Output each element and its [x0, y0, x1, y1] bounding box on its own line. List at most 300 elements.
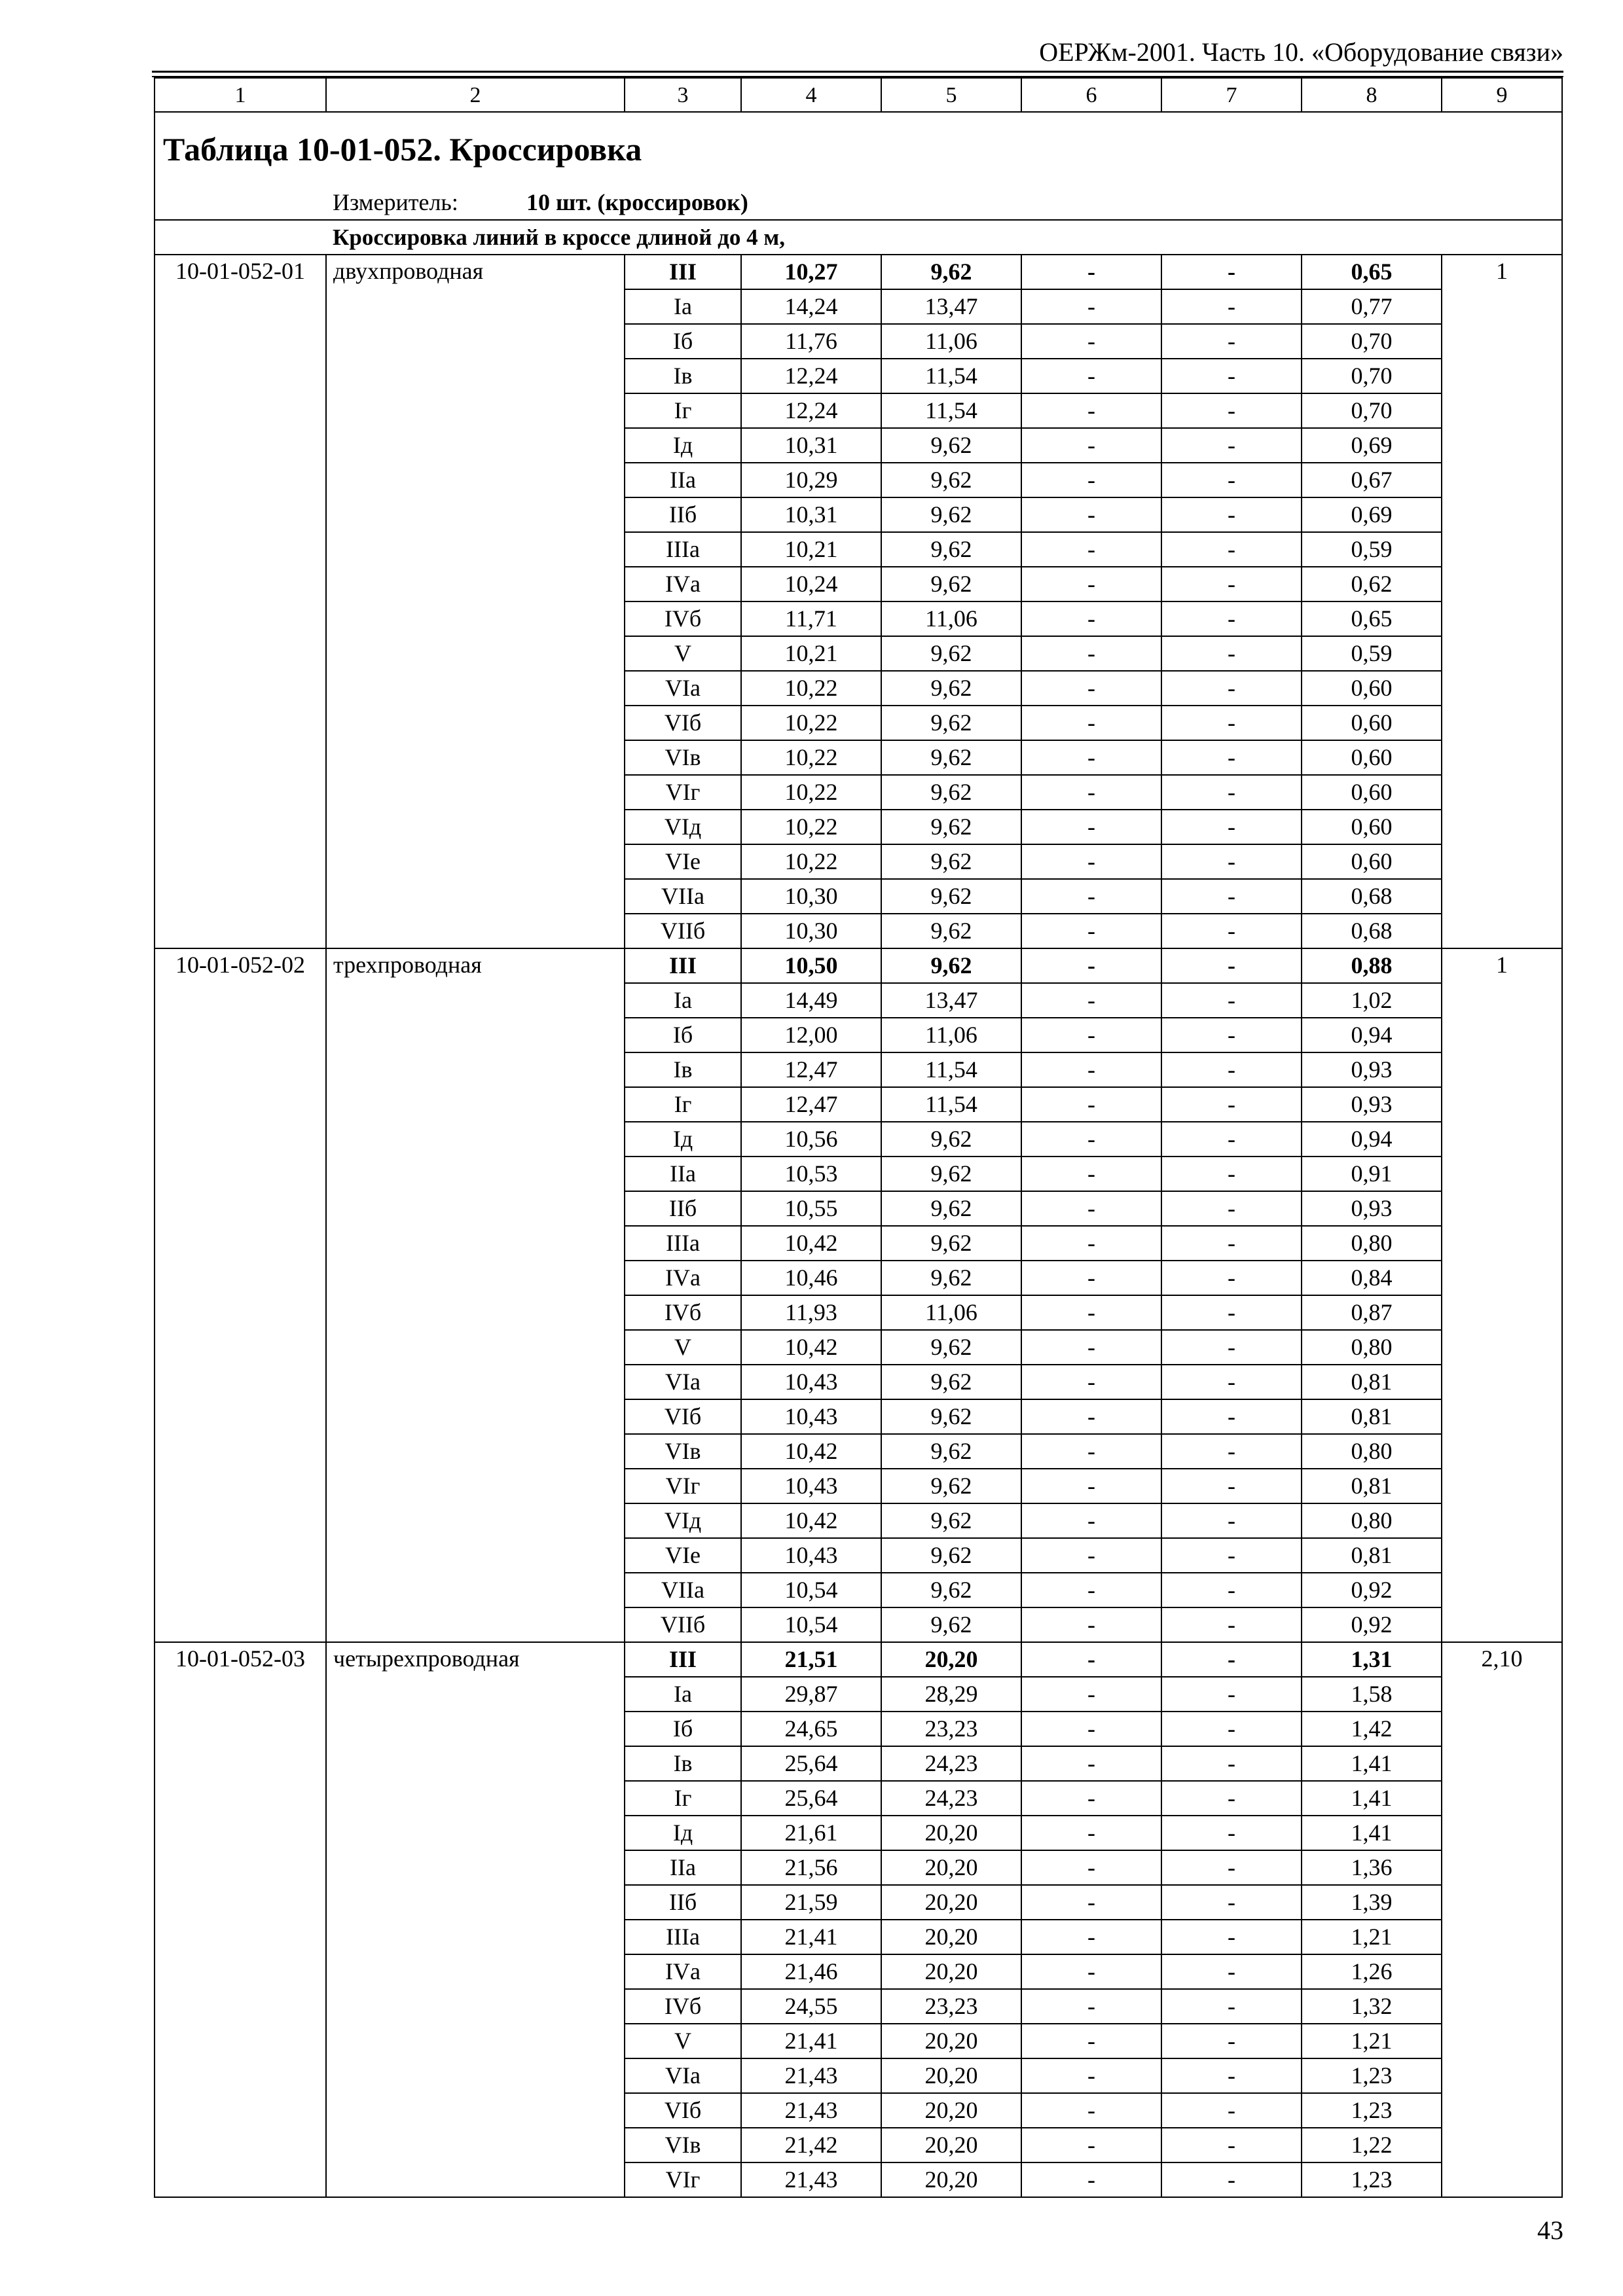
- cost-wages-cell: 9,62: [881, 1399, 1021, 1434]
- cost-wages-cell: 11,54: [881, 1087, 1021, 1122]
- zone-cell: IVа: [625, 1261, 741, 1295]
- zone-cell: VIIб: [625, 914, 741, 948]
- cost-machines-cell: -: [1021, 1954, 1161, 1989]
- table-row: [155, 255, 1562, 289]
- zone-cell: VIIа: [625, 1573, 741, 1607]
- cost-total-cell: 10,29: [741, 463, 881, 497]
- cost-wages-cell: 20,20: [881, 1885, 1021, 1920]
- cost-materials-cell: 0,84: [1302, 1261, 1442, 1295]
- cost-wages-cell: 9,62: [881, 1157, 1021, 1191]
- cost-wages-cell: 11,06: [881, 1295, 1021, 1330]
- cost-wages-cell: 9,62: [881, 671, 1021, 706]
- cost-machines-cell: -: [1021, 671, 1161, 706]
- cost-wages-cell: 9,62: [881, 1191, 1021, 1226]
- cost-operator-cell: -: [1161, 740, 1302, 775]
- cost-machines-cell: -: [1021, 1816, 1161, 1850]
- cost-machines-cell: -: [1021, 2058, 1161, 2093]
- zone-cell: Iа: [625, 289, 741, 324]
- cost-total-cell: 11,71: [741, 601, 881, 636]
- cost-materials-cell: 0,60: [1302, 671, 1442, 706]
- cost-materials-cell: 0,68: [1302, 879, 1442, 914]
- cost-machines-cell: -: [1021, 1885, 1161, 1920]
- zone-cell: VIе: [625, 844, 741, 879]
- cost-wages-cell: 13,47: [881, 983, 1021, 1018]
- zone-cell: IVа: [625, 1954, 741, 1989]
- cost-total-cell: 10,22: [741, 810, 881, 844]
- cost-wages-cell: 24,23: [881, 1746, 1021, 1781]
- cost-materials-cell: 1,42: [1302, 1712, 1442, 1746]
- cost-total-cell: 10,22: [741, 740, 881, 775]
- header-rule: [152, 71, 1563, 73]
- cost-total-cell: 10,21: [741, 532, 881, 567]
- cost-wages-cell: 9,62: [881, 810, 1021, 844]
- cost-materials-cell: 0,88: [1302, 948, 1442, 983]
- cost-total-cell: 11,93: [741, 1295, 881, 1330]
- cost-wages-cell: 9,62: [881, 1122, 1021, 1157]
- zone-cell: V: [625, 1330, 741, 1365]
- cost-machines-cell: -: [1021, 255, 1161, 289]
- cost-machines-cell: -: [1021, 948, 1161, 983]
- zone-cell: Iб: [625, 1712, 741, 1746]
- cost-materials-cell: 0,60: [1302, 775, 1442, 810]
- rate-code: 10-01-052-03: [155, 1642, 326, 2197]
- cost-total-cell: 21,56: [741, 1850, 881, 1885]
- cost-total-cell: 10,43: [741, 1538, 881, 1573]
- cost-operator-cell: -: [1161, 359, 1302, 393]
- cost-machines-cell: -: [1021, 1538, 1161, 1573]
- column-number: 6: [1021, 78, 1161, 112]
- cost-materials-cell: 1,39: [1302, 1885, 1442, 1920]
- cost-materials-cell: 1,23: [1302, 2058, 1442, 2093]
- cost-wages-cell: 11,54: [881, 393, 1021, 428]
- cost-operator-cell: -: [1161, 983, 1302, 1018]
- cost-operator-cell: -: [1161, 1330, 1302, 1365]
- cost-operator-cell: -: [1161, 393, 1302, 428]
- cost-wages-cell: 9,62: [881, 775, 1021, 810]
- cost-total-cell: 10,43: [741, 1365, 881, 1399]
- cost-materials-cell: 0,67: [1302, 463, 1442, 497]
- cost-machines-cell: -: [1021, 1191, 1161, 1226]
- cost-operator-cell: -: [1161, 1087, 1302, 1122]
- cost-operator-cell: -: [1161, 1642, 1302, 1677]
- cost-total-cell: 21,61: [741, 1816, 881, 1850]
- zone-cell: IIа: [625, 463, 741, 497]
- cost-operator-cell: -: [1161, 1434, 1302, 1469]
- cost-materials-cell: 1,26: [1302, 1954, 1442, 1989]
- cost-materials-cell: 0,69: [1302, 497, 1442, 532]
- zone-cell: V: [625, 636, 741, 671]
- cost-wages-cell: 28,29: [881, 1677, 1021, 1712]
- cost-total-cell: 12,47: [741, 1087, 881, 1122]
- cost-operator-cell: -: [1161, 2093, 1302, 2128]
- cost-wages-cell: 9,62: [881, 1226, 1021, 1261]
- cost-machines-cell: -: [1021, 1746, 1161, 1781]
- cost-machines-cell: -: [1021, 1850, 1161, 1885]
- cost-wages-cell: 11,54: [881, 1052, 1021, 1087]
- cost-materials-cell: 0,60: [1302, 844, 1442, 879]
- cost-operator-cell: -: [1161, 1607, 1302, 1642]
- cost-machines-cell: -: [1021, 879, 1161, 914]
- meter-spacer: [155, 186, 326, 220]
- cost-machines-cell: -: [1021, 1399, 1161, 1434]
- cost-wages-cell: 9,62: [881, 255, 1021, 289]
- cost-operator-cell: -: [1161, 810, 1302, 844]
- cost-machines-cell: -: [1021, 1469, 1161, 1503]
- zone-cell: III: [625, 948, 741, 983]
- cost-operator-cell: -: [1161, 1157, 1302, 1191]
- cost-machines-cell: -: [1021, 1226, 1161, 1261]
- cost-total-cell: 21,43: [741, 2093, 881, 2128]
- zone-cell: IIIа: [625, 532, 741, 567]
- zone-cell: VIд: [625, 810, 741, 844]
- cost-machines-cell: -: [1021, 844, 1161, 879]
- cost-total-cell: 12,24: [741, 359, 881, 393]
- zone-cell: Iв: [625, 359, 741, 393]
- zone-cell: IVб: [625, 601, 741, 636]
- cost-operator-cell: -: [1161, 1954, 1302, 1989]
- work-name: четырехпроводная: [326, 1642, 625, 2197]
- cost-operator-cell: -: [1161, 463, 1302, 497]
- cost-materials-cell: 0,92: [1302, 1573, 1442, 1607]
- meter-cell: [326, 186, 1562, 220]
- cost-materials-cell: 1,02: [1302, 983, 1442, 1018]
- cost-machines-cell: -: [1021, 1781, 1161, 1816]
- column-number: 4: [741, 78, 881, 112]
- cost-total-cell: 10,22: [741, 671, 881, 706]
- zone-cell: VIв: [625, 1434, 741, 1469]
- cost-wages-cell: 9,62: [881, 948, 1021, 983]
- cost-wages-cell: 9,62: [881, 879, 1021, 914]
- zone-cell: Iб: [625, 1018, 741, 1052]
- zone-cell: VIв: [625, 740, 741, 775]
- cost-wages-cell: 9,62: [881, 1538, 1021, 1573]
- meter-label: Измеритель:: [333, 189, 458, 215]
- cost-materials-cell: 1,32: [1302, 1989, 1442, 2024]
- cost-total-cell: 21,43: [741, 2162, 881, 2197]
- cost-operator-cell: -: [1161, 289, 1302, 324]
- cost-total-cell: 10,54: [741, 1607, 881, 1642]
- section-spacer: [155, 220, 326, 255]
- cost-machines-cell: -: [1021, 1087, 1161, 1122]
- zone-cell: VIд: [625, 1503, 741, 1538]
- cost-machines-cell: -: [1021, 2128, 1161, 2162]
- column-number: 3: [625, 78, 741, 112]
- coefficient-cell: 2,10: [1442, 1642, 1562, 2197]
- cost-total-cell: 10,31: [741, 497, 881, 532]
- cost-operator-cell: -: [1161, 914, 1302, 948]
- zone-cell: Iа: [625, 1677, 741, 1712]
- zone-cell: Iг: [625, 393, 741, 428]
- zone-cell: VIб: [625, 2093, 741, 2128]
- cost-total-cell: 10,30: [741, 879, 881, 914]
- cost-machines-cell: -: [1021, 393, 1161, 428]
- cost-materials-cell: 0,93: [1302, 1052, 1442, 1087]
- cost-operator-cell: -: [1161, 2024, 1302, 2058]
- cost-wages-cell: 9,62: [881, 567, 1021, 601]
- zone-cell: IIIа: [625, 1226, 741, 1261]
- zone-cell: Iб: [625, 324, 741, 359]
- cost-machines-cell: -: [1021, 1607, 1161, 1642]
- cost-wages-cell: 9,62: [881, 636, 1021, 671]
- cost-machines-cell: -: [1021, 2093, 1161, 2128]
- cost-operator-cell: -: [1161, 1469, 1302, 1503]
- cost-machines-cell: -: [1021, 1503, 1161, 1538]
- cost-machines-cell: -: [1021, 1052, 1161, 1087]
- cost-materials-cell: 0,94: [1302, 1122, 1442, 1157]
- cost-wages-cell: 24,23: [881, 1781, 1021, 1816]
- column-number-row: [155, 78, 1562, 112]
- cost-machines-cell: -: [1021, 1018, 1161, 1052]
- cost-materials-cell: 0,80: [1302, 1330, 1442, 1365]
- cost-machines-cell: -: [1021, 1261, 1161, 1295]
- coefficient-cell: 1: [1442, 255, 1562, 948]
- cost-total-cell: 14,49: [741, 983, 881, 1018]
- zone-cell: VIIб: [625, 1607, 741, 1642]
- cost-wages-cell: 9,62: [881, 844, 1021, 879]
- cost-operator-cell: -: [1161, 1885, 1302, 1920]
- cost-wages-cell: 11,06: [881, 324, 1021, 359]
- zone-cell: Iг: [625, 1781, 741, 1816]
- cost-machines-cell: -: [1021, 2024, 1161, 2058]
- cost-operator-cell: -: [1161, 1191, 1302, 1226]
- cost-total-cell: 24,65: [741, 1712, 881, 1746]
- cost-total-cell: 29,87: [741, 1677, 881, 1712]
- cost-total-cell: 21,42: [741, 2128, 881, 2162]
- cost-operator-cell: -: [1161, 1989, 1302, 2024]
- table-body: [155, 78, 1562, 2197]
- zone-cell: III: [625, 255, 741, 289]
- cost-machines-cell: -: [1021, 1677, 1161, 1712]
- cost-wages-cell: 20,20: [881, 2128, 1021, 2162]
- cost-total-cell: 10,42: [741, 1434, 881, 1469]
- cost-operator-cell: -: [1161, 1399, 1302, 1434]
- cost-total-cell: 21,41: [741, 1920, 881, 1954]
- cost-materials-cell: 0,68: [1302, 914, 1442, 948]
- cost-wages-cell: 23,23: [881, 1712, 1021, 1746]
- cost-operator-cell: -: [1161, 2058, 1302, 2093]
- zone-cell: VIа: [625, 2058, 741, 2093]
- cost-total-cell: 10,50: [741, 948, 881, 983]
- zone-cell: V: [625, 2024, 741, 2058]
- cost-operator-cell: -: [1161, 2162, 1302, 2197]
- table-title: Таблица 10-01-052. Кроссировка: [155, 112, 1562, 186]
- section-row: [155, 220, 1562, 255]
- cost-materials-cell: 0,80: [1302, 1503, 1442, 1538]
- cost-operator-cell: -: [1161, 1781, 1302, 1816]
- cost-wages-cell: 20,20: [881, 2162, 1021, 2197]
- column-number: 7: [1161, 78, 1302, 112]
- cost-wages-cell: 13,47: [881, 289, 1021, 324]
- cost-materials-cell: 0,87: [1302, 1295, 1442, 1330]
- zone-cell: Iд: [625, 428, 741, 463]
- cost-machines-cell: -: [1021, 983, 1161, 1018]
- cost-operator-cell: -: [1161, 1816, 1302, 1850]
- cost-total-cell: 21,41: [741, 2024, 881, 2058]
- rate-code: 10-01-052-01: [155, 255, 326, 948]
- cost-wages-cell: 9,62: [881, 1365, 1021, 1399]
- cost-materials-cell: 0,81: [1302, 1538, 1442, 1573]
- cost-machines-cell: -: [1021, 463, 1161, 497]
- cost-materials-cell: 1,31: [1302, 1642, 1442, 1677]
- cost-total-cell: 10,42: [741, 1503, 881, 1538]
- table-row: [155, 1642, 1562, 1677]
- cost-materials-cell: 1,22: [1302, 2128, 1442, 2162]
- zone-cell: VIб: [625, 706, 741, 740]
- cost-operator-cell: -: [1161, 1261, 1302, 1295]
- cost-total-cell: 10,22: [741, 844, 881, 879]
- zone-cell: IIа: [625, 1850, 741, 1885]
- cost-total-cell: 10,30: [741, 914, 881, 948]
- zone-cell: VIIа: [625, 879, 741, 914]
- zone-cell: Iг: [625, 1087, 741, 1122]
- cost-total-cell: 21,43: [741, 2058, 881, 2093]
- cost-operator-cell: -: [1161, 1503, 1302, 1538]
- cost-materials-cell: 1,36: [1302, 1850, 1442, 1885]
- cost-total-cell: 25,64: [741, 1781, 881, 1816]
- cost-total-cell: 10,22: [741, 775, 881, 810]
- zone-cell: VIе: [625, 1538, 741, 1573]
- cost-operator-cell: -: [1161, 775, 1302, 810]
- zone-cell: Iв: [625, 1746, 741, 1781]
- zone-cell: IIа: [625, 1157, 741, 1191]
- cost-total-cell: 10,22: [741, 706, 881, 740]
- cost-wages-cell: 9,62: [881, 1573, 1021, 1607]
- work-name: двухпроводная: [326, 255, 625, 948]
- cost-machines-cell: -: [1021, 1989, 1161, 2024]
- cost-operator-cell: -: [1161, 428, 1302, 463]
- cost-materials-cell: 0,80: [1302, 1434, 1442, 1469]
- cost-machines-cell: -: [1021, 1434, 1161, 1469]
- column-number: 9: [1442, 78, 1562, 112]
- cost-materials-cell: 1,58: [1302, 1677, 1442, 1712]
- column-number: 1: [155, 78, 326, 112]
- cost-machines-cell: -: [1021, 1573, 1161, 1607]
- cost-materials-cell: 0,69: [1302, 428, 1442, 463]
- cost-operator-cell: -: [1161, 844, 1302, 879]
- cost-total-cell: 11,76: [741, 324, 881, 359]
- cost-operator-cell: -: [1161, 1226, 1302, 1261]
- cost-materials-cell: 0,93: [1302, 1087, 1442, 1122]
- cost-materials-cell: 1,41: [1302, 1781, 1442, 1816]
- cost-materials-cell: 0,81: [1302, 1365, 1442, 1399]
- cost-machines-cell: -: [1021, 775, 1161, 810]
- cost-wages-cell: 9,62: [881, 1607, 1021, 1642]
- coefficient-cell: 1: [1442, 948, 1562, 1642]
- cost-materials-cell: 0,60: [1302, 740, 1442, 775]
- cost-materials-cell: 0,81: [1302, 1469, 1442, 1503]
- cost-materials-cell: 0,77: [1302, 289, 1442, 324]
- cost-total-cell: 25,64: [741, 1746, 881, 1781]
- cost-machines-cell: -: [1021, 532, 1161, 567]
- zone-cell: IVб: [625, 1989, 741, 2024]
- cost-materials-cell: 0,60: [1302, 810, 1442, 844]
- cost-wages-cell: 9,62: [881, 1330, 1021, 1365]
- cost-operator-cell: -: [1161, 636, 1302, 671]
- cost-machines-cell: -: [1021, 1365, 1161, 1399]
- work-name: трехпроводная: [326, 948, 625, 1642]
- cost-total-cell: 10,43: [741, 1399, 881, 1434]
- cost-wages-cell: 9,62: [881, 532, 1021, 567]
- cost-operator-cell: -: [1161, 1573, 1302, 1607]
- zone-cell: VIг: [625, 1469, 741, 1503]
- cost-wages-cell: 9,62: [881, 1469, 1021, 1503]
- cost-machines-cell: -: [1021, 324, 1161, 359]
- cost-materials-cell: 1,41: [1302, 1746, 1442, 1781]
- rate-code: 10-01-052-02: [155, 948, 326, 1642]
- cost-machines-cell: -: [1021, 359, 1161, 393]
- cost-materials-cell: 1,23: [1302, 2162, 1442, 2197]
- cost-operator-cell: -: [1161, 567, 1302, 601]
- cost-wages-cell: 20,20: [881, 2024, 1021, 2058]
- zone-cell: IVб: [625, 1295, 741, 1330]
- zone-cell: IIб: [625, 497, 741, 532]
- cost-total-cell: 10,54: [741, 1573, 881, 1607]
- zone-cell: VIв: [625, 2128, 741, 2162]
- cost-wages-cell: 20,20: [881, 1920, 1021, 1954]
- cost-wages-cell: 20,20: [881, 1850, 1021, 1885]
- cost-operator-cell: -: [1161, 1920, 1302, 1954]
- cost-wages-cell: 20,20: [881, 2058, 1021, 2093]
- cost-operator-cell: -: [1161, 1122, 1302, 1157]
- cost-machines-cell: -: [1021, 1122, 1161, 1157]
- cost-wages-cell: 9,62: [881, 1434, 1021, 1469]
- zone-cell: VIа: [625, 1365, 741, 1399]
- cost-wages-cell: 11,06: [881, 1018, 1021, 1052]
- cost-materials-cell: 0,70: [1302, 324, 1442, 359]
- cost-total-cell: 10,53: [741, 1157, 881, 1191]
- cost-materials-cell: 0,59: [1302, 636, 1442, 671]
- cost-total-cell: 10,55: [741, 1191, 881, 1226]
- zone-cell: Iд: [625, 1122, 741, 1157]
- zone-cell: VIг: [625, 2162, 741, 2197]
- zone-cell: Iв: [625, 1052, 741, 1087]
- cost-wages-cell: 9,62: [881, 1261, 1021, 1295]
- cost-materials-cell: 1,21: [1302, 1920, 1442, 1954]
- page-number: 43: [1537, 2215, 1563, 2245]
- zone-cell: IIIа: [625, 1920, 741, 1954]
- cost-machines-cell: -: [1021, 1157, 1161, 1191]
- table-title-row: [155, 112, 1562, 186]
- cost-operator-cell: -: [1161, 255, 1302, 289]
- zone-cell: III: [625, 1642, 741, 1677]
- cost-materials-cell: 0,92: [1302, 1607, 1442, 1642]
- cost-wages-cell: 9,62: [881, 740, 1021, 775]
- cost-machines-cell: -: [1021, 1330, 1161, 1365]
- cost-total-cell: 12,47: [741, 1052, 881, 1087]
- cost-wages-cell: 20,20: [881, 1954, 1021, 1989]
- cost-operator-cell: -: [1161, 1365, 1302, 1399]
- cost-total-cell: 10,21: [741, 636, 881, 671]
- cost-total-cell: 12,24: [741, 393, 881, 428]
- cost-wages-cell: 20,20: [881, 2093, 1021, 2128]
- cost-materials-cell: 1,23: [1302, 2093, 1442, 2128]
- table-row: [155, 948, 1562, 983]
- cost-operator-cell: -: [1161, 1712, 1302, 1746]
- cost-machines-cell: -: [1021, 601, 1161, 636]
- cost-operator-cell: -: [1161, 532, 1302, 567]
- cost-materials-cell: 1,21: [1302, 2024, 1442, 2058]
- section-title: Кроссировка линий в кроссе длиной до 4 м,: [326, 220, 1562, 255]
- estimate-table: [154, 77, 1563, 2198]
- cost-operator-cell: -: [1161, 671, 1302, 706]
- cost-operator-cell: -: [1161, 1018, 1302, 1052]
- cost-machines-cell: -: [1021, 1712, 1161, 1746]
- cost-materials-cell: 0,60: [1302, 706, 1442, 740]
- running-header: ОЕРЖм-2001. Часть 10. «Оборудование связи»: [1039, 37, 1563, 67]
- cost-total-cell: 10,42: [741, 1330, 881, 1365]
- cost-materials-cell: 0,80: [1302, 1226, 1442, 1261]
- cost-total-cell: 21,59: [741, 1885, 881, 1920]
